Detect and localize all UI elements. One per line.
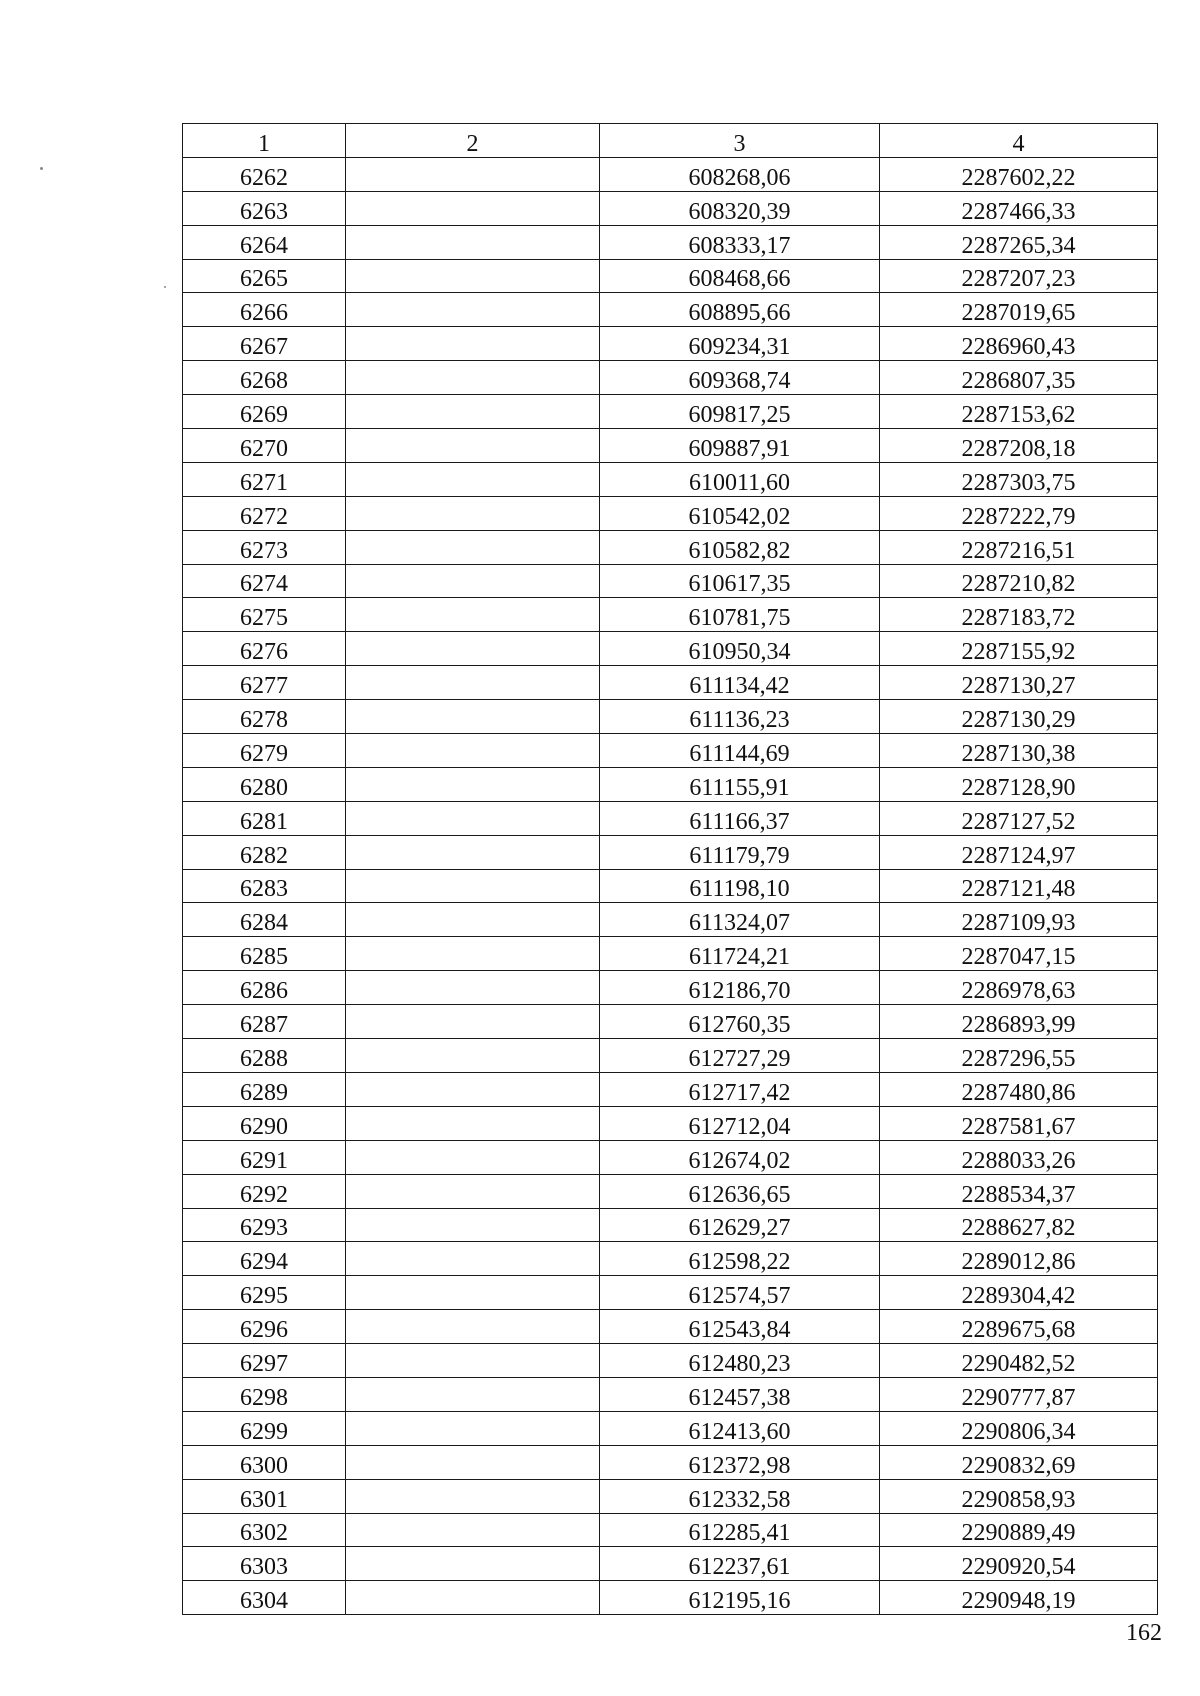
empty-cell <box>346 1005 600 1039</box>
point-number-cell: 6295 <box>183 1276 346 1310</box>
page-number: 162 <box>1126 1620 1162 1646</box>
scan-speck <box>164 286 166 288</box>
point-number-cell: 6282 <box>183 835 346 869</box>
x-coordinate-cell: 609234,31 <box>600 327 880 361</box>
point-number-cell: 6288 <box>183 1039 346 1073</box>
column-header: 4 <box>880 124 1158 158</box>
empty-cell <box>346 1581 600 1615</box>
table-row <box>183 225 1158 259</box>
y-coordinate-cell: 2287153,62 <box>880 395 1158 429</box>
y-coordinate-cell: 2287109,93 <box>880 903 1158 937</box>
table-row <box>183 700 1158 734</box>
table-row <box>183 327 1158 361</box>
y-coordinate-cell: 2287210,82 <box>880 564 1158 598</box>
table-row <box>183 1445 1158 1479</box>
point-number-cell: 6275 <box>183 598 346 632</box>
point-number-cell: 6299 <box>183 1411 346 1445</box>
table-row <box>183 1377 1158 1411</box>
y-coordinate-cell: 2287127,52 <box>880 801 1158 835</box>
y-coordinate-cell: 2290858,93 <box>880 1479 1158 1513</box>
table-row <box>183 835 1158 869</box>
y-coordinate-cell: 2287303,75 <box>880 462 1158 496</box>
x-coordinate-cell: 612237,61 <box>600 1547 880 1581</box>
point-number-cell: 6285 <box>183 937 346 971</box>
point-number-cell: 6277 <box>183 666 346 700</box>
empty-cell <box>346 1513 600 1547</box>
point-number-cell: 6291 <box>183 1140 346 1174</box>
point-number-cell: 6263 <box>183 191 346 225</box>
column-header: 1 <box>183 124 346 158</box>
empty-cell <box>346 1106 600 1140</box>
point-number-cell: 6276 <box>183 632 346 666</box>
table-row <box>183 259 1158 293</box>
point-number-cell: 6267 <box>183 327 346 361</box>
empty-cell <box>346 937 600 971</box>
table-row <box>183 971 1158 1005</box>
table-row <box>183 937 1158 971</box>
x-coordinate-cell: 612717,42 <box>600 1072 880 1106</box>
x-coordinate-cell: 611134,42 <box>600 666 880 700</box>
point-number-cell: 6280 <box>183 767 346 801</box>
empty-cell <box>346 903 600 937</box>
empty-cell <box>346 1310 600 1344</box>
y-coordinate-cell: 2287265,34 <box>880 225 1158 259</box>
y-coordinate-cell: 2287155,92 <box>880 632 1158 666</box>
empty-cell <box>346 1344 600 1378</box>
table-row <box>183 598 1158 632</box>
point-number-cell: 6300 <box>183 1445 346 1479</box>
x-coordinate-cell: 611155,91 <box>600 767 880 801</box>
point-number-cell: 6289 <box>183 1072 346 1106</box>
y-coordinate-cell: 2287602,22 <box>880 157 1158 191</box>
empty-cell <box>346 1276 600 1310</box>
empty-cell <box>346 564 600 598</box>
y-coordinate-cell: 2287130,38 <box>880 734 1158 768</box>
y-coordinate-cell: 2287019,65 <box>880 293 1158 327</box>
point-number-cell: 6293 <box>183 1208 346 1242</box>
table-row <box>183 429 1158 463</box>
x-coordinate-cell: 612457,38 <box>600 1377 880 1411</box>
table-row <box>183 1547 1158 1581</box>
point-number-cell: 6268 <box>183 361 346 395</box>
table-row <box>183 293 1158 327</box>
empty-cell <box>346 1039 600 1073</box>
table-row <box>183 734 1158 768</box>
point-number-cell: 6286 <box>183 971 346 1005</box>
y-coordinate-cell: 2287480,86 <box>880 1072 1158 1106</box>
empty-cell <box>346 530 600 564</box>
empty-cell <box>346 1174 600 1208</box>
table-row <box>183 767 1158 801</box>
point-number-cell: 6294 <box>183 1242 346 1276</box>
x-coordinate-cell: 612413,60 <box>600 1411 880 1445</box>
point-number-cell: 6272 <box>183 496 346 530</box>
y-coordinate-cell: 2286978,63 <box>880 971 1158 1005</box>
empty-cell <box>346 225 600 259</box>
x-coordinate-cell: 612636,65 <box>600 1174 880 1208</box>
empty-cell <box>346 1072 600 1106</box>
table-row <box>183 462 1158 496</box>
empty-cell <box>346 835 600 869</box>
y-coordinate-cell: 2286960,43 <box>880 327 1158 361</box>
y-coordinate-cell: 2290920,54 <box>880 1547 1158 1581</box>
y-coordinate-cell: 2287130,27 <box>880 666 1158 700</box>
point-number-cell: 6269 <box>183 395 346 429</box>
point-number-cell: 6281 <box>183 801 346 835</box>
table-row <box>183 530 1158 564</box>
point-number-cell: 6292 <box>183 1174 346 1208</box>
empty-cell <box>346 869 600 903</box>
y-coordinate-cell: 2287124,97 <box>880 835 1158 869</box>
y-coordinate-cell: 2290889,49 <box>880 1513 1158 1547</box>
x-coordinate-cell: 611324,07 <box>600 903 880 937</box>
point-number-cell: 6284 <box>183 903 346 937</box>
table-row <box>183 1242 1158 1276</box>
empty-cell <box>346 361 600 395</box>
x-coordinate-cell: 608333,17 <box>600 225 880 259</box>
empty-cell <box>346 971 600 1005</box>
x-coordinate-cell: 611166,37 <box>600 801 880 835</box>
x-coordinate-cell: 611144,69 <box>600 734 880 768</box>
y-coordinate-cell: 2287130,29 <box>880 700 1158 734</box>
table-row <box>183 1039 1158 1073</box>
point-number-cell: 6304 <box>183 1581 346 1615</box>
y-coordinate-cell: 2287183,72 <box>880 598 1158 632</box>
x-coordinate-cell: 612629,27 <box>600 1208 880 1242</box>
x-coordinate-cell: 609368,74 <box>600 361 880 395</box>
y-coordinate-cell: 2290806,34 <box>880 1411 1158 1445</box>
y-coordinate-cell: 2289012,86 <box>880 1242 1158 1276</box>
table-row <box>183 666 1158 700</box>
empty-cell <box>346 734 600 768</box>
empty-cell <box>346 1547 600 1581</box>
point-number-cell: 6283 <box>183 869 346 903</box>
x-coordinate-cell: 612712,04 <box>600 1106 880 1140</box>
table-row <box>183 632 1158 666</box>
x-coordinate-cell: 610617,35 <box>600 564 880 598</box>
y-coordinate-cell: 2287222,79 <box>880 496 1158 530</box>
empty-cell <box>346 700 600 734</box>
empty-cell <box>346 598 600 632</box>
point-number-cell: 6302 <box>183 1513 346 1547</box>
table-row <box>183 157 1158 191</box>
y-coordinate-cell: 2290777,87 <box>880 1377 1158 1411</box>
x-coordinate-cell: 612543,84 <box>600 1310 880 1344</box>
table-row <box>183 801 1158 835</box>
empty-cell <box>346 191 600 225</box>
y-coordinate-cell: 2287296,55 <box>880 1039 1158 1073</box>
y-coordinate-cell: 2289304,42 <box>880 1276 1158 1310</box>
table-row <box>183 1479 1158 1513</box>
x-coordinate-cell: 611198,10 <box>600 869 880 903</box>
x-coordinate-cell: 612760,35 <box>600 1005 880 1039</box>
empty-cell <box>346 632 600 666</box>
x-coordinate-cell: 611724,21 <box>600 937 880 971</box>
x-coordinate-cell: 610781,75 <box>600 598 880 632</box>
x-coordinate-cell: 610011,60 <box>600 462 880 496</box>
empty-cell <box>346 259 600 293</box>
empty-cell <box>346 462 600 496</box>
y-coordinate-cell: 2288033,26 <box>880 1140 1158 1174</box>
x-coordinate-cell: 612480,23 <box>600 1344 880 1378</box>
x-coordinate-cell: 610582,82 <box>600 530 880 564</box>
point-number-cell: 6265 <box>183 259 346 293</box>
table-row <box>183 1411 1158 1445</box>
empty-cell <box>346 767 600 801</box>
empty-cell <box>346 429 600 463</box>
x-coordinate-cell: 610542,02 <box>600 496 880 530</box>
y-coordinate-cell: 2286893,99 <box>880 1005 1158 1039</box>
point-number-cell: 6273 <box>183 530 346 564</box>
x-coordinate-cell: 612332,58 <box>600 1479 880 1513</box>
y-coordinate-cell: 2290482,52 <box>880 1344 1158 1378</box>
empty-cell <box>346 1140 600 1174</box>
empty-cell <box>346 801 600 835</box>
y-coordinate-cell: 2290948,19 <box>880 1581 1158 1615</box>
y-coordinate-cell: 2287208,18 <box>880 429 1158 463</box>
table-body <box>183 124 1158 1615</box>
point-number-cell: 6287 <box>183 1005 346 1039</box>
point-number-cell: 6274 <box>183 564 346 598</box>
table-row <box>183 1005 1158 1039</box>
empty-cell <box>346 1479 600 1513</box>
point-number-cell: 6266 <box>183 293 346 327</box>
y-coordinate-cell: 2288534,37 <box>880 1174 1158 1208</box>
point-number-cell: 6270 <box>183 429 346 463</box>
empty-cell <box>346 1411 600 1445</box>
point-number-cell: 6279 <box>183 734 346 768</box>
point-number-cell: 6278 <box>183 700 346 734</box>
table-row <box>183 361 1158 395</box>
table-row <box>183 1208 1158 1242</box>
empty-cell <box>346 157 600 191</box>
table-row <box>183 1106 1158 1140</box>
table-row <box>183 903 1158 937</box>
table-row <box>183 1174 1158 1208</box>
point-number-cell: 6298 <box>183 1377 346 1411</box>
empty-cell <box>346 327 600 361</box>
point-number-cell: 6290 <box>183 1106 346 1140</box>
x-coordinate-cell: 612598,22 <box>600 1242 880 1276</box>
x-coordinate-cell: 608895,66 <box>600 293 880 327</box>
table-row <box>183 1140 1158 1174</box>
table-header-row <box>183 124 1158 158</box>
x-coordinate-cell: 608320,39 <box>600 191 880 225</box>
coordinates-table <box>182 123 1158 1615</box>
x-coordinate-cell: 612674,02 <box>600 1140 880 1174</box>
x-coordinate-cell: 612727,29 <box>600 1039 880 1073</box>
point-number-cell: 6264 <box>183 225 346 259</box>
table-row <box>183 1276 1158 1310</box>
empty-cell <box>346 496 600 530</box>
x-coordinate-cell: 612372,98 <box>600 1445 880 1479</box>
y-coordinate-cell: 2289675,68 <box>880 1310 1158 1344</box>
y-coordinate-cell: 2287216,51 <box>880 530 1158 564</box>
empty-cell <box>346 293 600 327</box>
x-coordinate-cell: 611179,79 <box>600 835 880 869</box>
empty-cell <box>346 1242 600 1276</box>
y-coordinate-cell: 2287207,23 <box>880 259 1158 293</box>
point-number-cell: 6296 <box>183 1310 346 1344</box>
scan-speck <box>40 167 43 170</box>
table-row <box>183 1344 1158 1378</box>
y-coordinate-cell: 2287581,67 <box>880 1106 1158 1140</box>
table-row <box>183 1513 1158 1547</box>
column-header: 3 <box>600 124 880 158</box>
y-coordinate-cell: 2288627,82 <box>880 1208 1158 1242</box>
y-coordinate-cell: 2286807,35 <box>880 361 1158 395</box>
y-coordinate-cell: 2287466,33 <box>880 191 1158 225</box>
x-coordinate-cell: 608468,66 <box>600 259 880 293</box>
empty-cell <box>346 666 600 700</box>
table-row <box>183 1581 1158 1615</box>
y-coordinate-cell: 2290832,69 <box>880 1445 1158 1479</box>
x-coordinate-cell: 609817,25 <box>600 395 880 429</box>
x-coordinate-cell: 611136,23 <box>600 700 880 734</box>
x-coordinate-cell: 608268,06 <box>600 157 880 191</box>
point-number-cell: 6262 <box>183 157 346 191</box>
empty-cell <box>346 1377 600 1411</box>
x-coordinate-cell: 610950,34 <box>600 632 880 666</box>
table-row <box>183 564 1158 598</box>
point-number-cell: 6297 <box>183 1344 346 1378</box>
table-row <box>183 869 1158 903</box>
empty-cell <box>346 1445 600 1479</box>
table-row <box>183 1072 1158 1106</box>
column-header: 2 <box>346 124 600 158</box>
table-row <box>183 496 1158 530</box>
table-row <box>183 1310 1158 1344</box>
empty-cell <box>346 1208 600 1242</box>
table-row <box>183 191 1158 225</box>
y-coordinate-cell: 2287128,90 <box>880 767 1158 801</box>
y-coordinate-cell: 2287047,15 <box>880 937 1158 971</box>
y-coordinate-cell: 2287121,48 <box>880 869 1158 903</box>
x-coordinate-cell: 612285,41 <box>600 1513 880 1547</box>
x-coordinate-cell: 612574,57 <box>600 1276 880 1310</box>
x-coordinate-cell: 612195,16 <box>600 1581 880 1615</box>
point-number-cell: 6303 <box>183 1547 346 1581</box>
point-number-cell: 6271 <box>183 462 346 496</box>
table-row <box>183 395 1158 429</box>
point-number-cell: 6301 <box>183 1479 346 1513</box>
x-coordinate-cell: 609887,91 <box>600 429 880 463</box>
x-coordinate-cell: 612186,70 <box>600 971 880 1005</box>
empty-cell <box>346 395 600 429</box>
